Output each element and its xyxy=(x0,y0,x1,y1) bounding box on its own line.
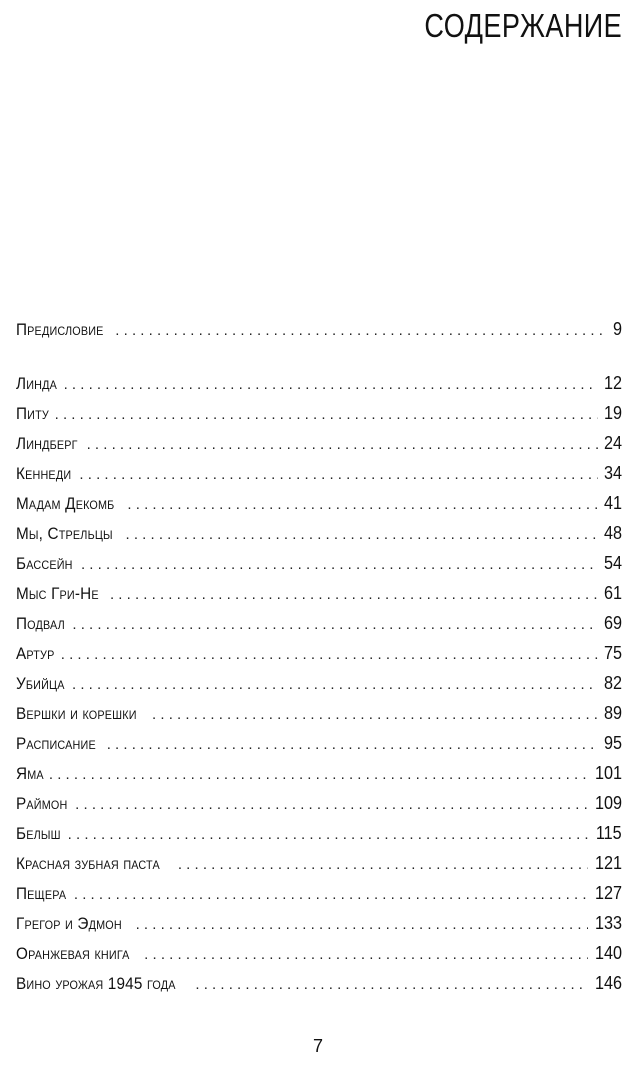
dot-leader xyxy=(55,400,598,430)
table-of-contents xyxy=(16,314,622,998)
toc-entry-title: Яма xyxy=(16,764,44,783)
toc-entry[interactable] xyxy=(16,518,622,548)
toc-entry-title: Кеннеди xyxy=(16,464,72,483)
toc-entry-page: 127 xyxy=(594,883,622,903)
toc-entry-page: 61 xyxy=(603,583,622,603)
toc-entry-title: Мадам Декомб xyxy=(16,494,115,513)
toc-entry-page: 24 xyxy=(603,433,622,453)
toc-entry[interactable] xyxy=(16,728,622,758)
dot-leader xyxy=(74,880,588,910)
dot-leader xyxy=(127,490,598,520)
dot-leader xyxy=(64,370,598,400)
toc-entry-title: Убийца xyxy=(16,674,65,693)
dot-leader xyxy=(115,316,608,346)
toc-entry-page: 95 xyxy=(603,733,622,753)
dot-leader xyxy=(126,520,598,550)
dot-leader xyxy=(72,670,598,700)
toc-entry-page: 101 xyxy=(594,763,622,783)
dot-leader xyxy=(79,460,598,490)
toc-entry[interactable] xyxy=(16,908,622,938)
toc-entry-page: 82 xyxy=(603,673,622,693)
toc-entry-title: Грегор и Эдмон xyxy=(16,914,122,933)
toc-entry[interactable] xyxy=(16,368,622,398)
dot-leader xyxy=(136,910,588,940)
toc-entry[interactable] xyxy=(16,878,622,908)
toc-entry[interactable] xyxy=(16,758,622,788)
dot-leader xyxy=(110,580,598,610)
dot-leader xyxy=(75,790,588,820)
toc-entry[interactable] xyxy=(16,668,622,698)
toc-entry-title: Мы, Стрельцы xyxy=(16,524,113,543)
toc-entry-page: 121 xyxy=(594,853,622,873)
toc-entry-title: Подвал xyxy=(16,614,65,633)
toc-entry[interactable] xyxy=(16,848,622,878)
toc-entry-page: 140 xyxy=(594,943,622,963)
toc-entry[interactable] xyxy=(16,938,622,968)
toc-entry-page: 54 xyxy=(603,553,622,573)
toc-entry-title: Расписание xyxy=(16,734,96,753)
dot-leader xyxy=(61,640,598,670)
toc-entry-page: 19 xyxy=(603,403,622,423)
toc-entry-title: Питу xyxy=(16,404,49,423)
dot-leader xyxy=(68,820,590,850)
toc-entry-title: Артур xyxy=(16,644,55,663)
toc-entry[interactable] xyxy=(16,488,622,518)
toc-entry[interactable] xyxy=(16,398,622,428)
toc-entry-page: 133 xyxy=(594,913,622,933)
dot-leader xyxy=(152,700,598,730)
toc-entry-title: Белыш xyxy=(16,824,61,843)
toc-entry-page: 48 xyxy=(603,523,622,543)
dot-leader xyxy=(81,550,598,580)
toc-entry[interactable] xyxy=(16,698,622,728)
page-title: СОДЕРЖАНИЕ xyxy=(424,7,622,44)
toc-entry-page: 69 xyxy=(603,613,622,633)
dot-leader xyxy=(72,610,598,640)
toc-entry-title: Бассейн xyxy=(16,554,73,573)
toc-entry[interactable] xyxy=(16,818,622,848)
toc-entry-title: Предисловие xyxy=(16,320,104,339)
toc-entry-page: 89 xyxy=(603,703,622,723)
dot-leader xyxy=(87,430,598,460)
toc-entry-title: Раймон xyxy=(16,794,68,813)
toc-entry-page: 12 xyxy=(603,373,622,393)
dot-leader xyxy=(107,730,598,760)
dot-leader xyxy=(178,850,588,880)
toc-entry-page: 9 xyxy=(612,319,622,339)
toc-entry[interactable] xyxy=(16,458,622,488)
toc-entry[interactable] xyxy=(16,608,622,638)
toc-entry-page: 115 xyxy=(596,823,622,843)
toc-entry-title: Линдберг xyxy=(16,434,78,453)
toc-entry-title: Пещера xyxy=(16,884,67,903)
dot-leader xyxy=(49,760,588,790)
toc-entry[interactable] xyxy=(16,314,622,344)
dot-leader xyxy=(144,940,588,970)
dot-leader xyxy=(195,970,588,1000)
toc-entry[interactable] xyxy=(16,638,622,668)
toc-entry-title: Оранжевая книга xyxy=(16,944,130,963)
toc-entry[interactable] xyxy=(16,548,622,578)
toc-entry-page: 34 xyxy=(603,463,622,483)
toc-entry-page: 41 xyxy=(603,493,622,513)
toc-entry-title: Линда xyxy=(16,374,58,393)
toc-entry-title: Мыс Гри-Не xyxy=(16,584,99,603)
toc-entry-title: Красная зубная паста xyxy=(16,854,160,873)
toc-entry[interactable] xyxy=(16,578,622,608)
page-number: 7 xyxy=(312,1036,323,1056)
toc-entry[interactable] xyxy=(16,428,622,458)
toc-entry[interactable] xyxy=(16,788,622,818)
toc-entry-title: Вершки и корешки xyxy=(16,704,137,723)
toc-entry[interactable] xyxy=(16,968,622,998)
toc-entry-title: Вино урожая 1945 года xyxy=(16,974,176,993)
toc-entry-page: 109 xyxy=(594,793,622,813)
toc-entry-page: 146 xyxy=(594,973,622,993)
toc-entry-page: 75 xyxy=(603,643,622,663)
